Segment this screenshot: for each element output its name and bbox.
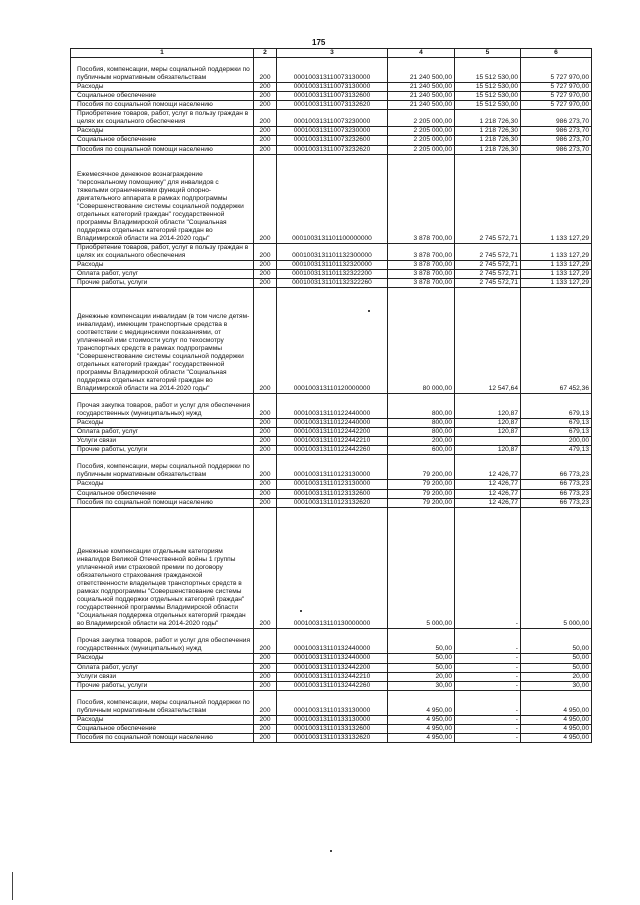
row-name: Пособия по социальной помощи населению	[71, 145, 254, 154]
row-code-2: 200	[254, 663, 277, 672]
row-name: Пособия по социальной помощи населению	[71, 498, 254, 507]
scan-mark	[300, 610, 302, 612]
row-budget-code: 000100313110123132600	[277, 489, 388, 498]
row-approved: 5 000,00	[388, 507, 455, 629]
table-row	[71, 672, 592, 681]
row-name: Социальное обеспечение	[71, 136, 254, 145]
row-code-2: 200	[254, 136, 277, 145]
row-code-2: 200	[254, 419, 277, 428]
row-budget-code: 000100313110123132620	[277, 498, 388, 507]
row-code-2: 200	[254, 154, 277, 244]
row-approved: 2 205 000,00	[388, 127, 455, 136]
row-code-2: 200	[254, 715, 277, 724]
row-code-2: 200	[254, 83, 277, 92]
row-remaining: 66 773,23	[521, 480, 592, 489]
row-approved: 2 205 000,00	[388, 110, 455, 127]
row-approved: 800,00	[388, 428, 455, 437]
scan-mark	[12, 872, 13, 900]
row-budget-code: 000100313110123130000	[277, 455, 388, 480]
row-budget-code: 0001003131101132320000	[277, 261, 388, 270]
row-code-2: 200	[254, 681, 277, 690]
row-code-2: 200	[254, 672, 277, 681]
row-code-2: 200	[254, 261, 277, 270]
row-budget-code: 000100313110132440000	[277, 629, 388, 654]
row-name: Расходы	[71, 654, 254, 663]
row-budget-code: 000100313110133132600	[277, 724, 388, 733]
row-remaining: 5 727 970,00	[521, 92, 592, 101]
row-approved: 50,00	[388, 663, 455, 672]
row-remaining: 4 950,00	[521, 690, 592, 715]
row-name: Социальное обеспечение	[71, 724, 254, 733]
row-approved: 79 200,00	[388, 455, 455, 480]
row-executed: 15 512 530,00	[455, 58, 521, 83]
table-row	[71, 724, 592, 733]
row-budget-code: 000100313110122440000	[277, 393, 388, 418]
table-row	[71, 101, 592, 110]
row-code-2: 200	[254, 498, 277, 507]
column-header: 5	[455, 49, 521, 58]
row-executed: 15 512 530,00	[455, 83, 521, 92]
row-approved: 21 240 500,00	[388, 92, 455, 101]
row-budget-code: 000100313110133130000	[277, 690, 388, 715]
table-header-row	[71, 49, 592, 58]
row-code-2: 200	[254, 393, 277, 418]
table-row	[71, 480, 592, 489]
row-approved: 3 878 700,00	[388, 244, 455, 261]
row-approved: 3 878 700,00	[388, 154, 455, 244]
row-name: Расходы	[71, 83, 254, 92]
table-row	[71, 58, 592, 83]
row-executed: 2 745 572,71	[455, 154, 521, 244]
row-executed: 120,87	[455, 428, 521, 437]
row-executed: 120,87	[455, 446, 521, 455]
row-executed: -	[455, 724, 521, 733]
row-executed: 12 426,77	[455, 455, 521, 480]
table-row	[71, 279, 592, 288]
row-name: Оплата работ, услуг	[71, 270, 254, 279]
row-budget-code: 000100313110073232600	[277, 136, 388, 145]
row-executed: -	[455, 690, 521, 715]
table-row	[71, 145, 592, 154]
row-name: Приобретение товаров, работ, услуг в пользу граждан в целях их социального обеспечения	[71, 244, 254, 261]
row-name: Социальное обеспечение	[71, 92, 254, 101]
row-approved: 21 240 500,00	[388, 101, 455, 110]
row-remaining: 1 133 127,29	[521, 270, 592, 279]
row-executed: -	[455, 663, 521, 672]
row-remaining: 679,13	[521, 428, 592, 437]
row-budget-code: 000100313110123130000	[277, 480, 388, 489]
row-approved: 21 240 500,00	[388, 58, 455, 83]
row-executed: -	[455, 507, 521, 629]
row-budget-code: 0001003131101100000000	[277, 154, 388, 244]
table-row	[71, 428, 592, 437]
row-budget-code: 000100313110122442210	[277, 437, 388, 446]
row-executed: 120,87	[455, 419, 521, 428]
row-executed: -	[455, 681, 521, 690]
row-executed: 12 426,77	[455, 498, 521, 507]
row-executed: 2 745 572,71	[455, 279, 521, 288]
table-row	[71, 437, 592, 446]
row-executed: 2 745 572,71	[455, 261, 521, 270]
row-budget-code: 0001003131101132322200	[277, 270, 388, 279]
row-remaining: 1 133 127,29	[521, 154, 592, 244]
row-executed: -	[455, 733, 521, 742]
row-budget-code: 000100313110122442200	[277, 428, 388, 437]
row-name: Пособия по социальной помощи населению	[71, 101, 254, 110]
row-remaining: 5 727 970,00	[521, 101, 592, 110]
row-executed: 1 218 726,30	[455, 127, 521, 136]
row-remaining: 5 727 970,00	[521, 58, 592, 83]
row-code-2: 200	[254, 724, 277, 733]
row-remaining: 66 773,23	[521, 498, 592, 507]
row-approved: 3 878 700,00	[388, 279, 455, 288]
row-executed: 2 745 572,71	[455, 244, 521, 261]
table-row	[71, 244, 592, 261]
row-name: Прочая закупка товаров, работ и услуг для обеспечения государственных (муниципальных) нужд	[71, 629, 254, 654]
page-number: 175	[312, 38, 326, 47]
table-row	[71, 663, 592, 672]
row-budget-code: 000100313110133132620	[277, 733, 388, 742]
row-code-2: 200	[254, 437, 277, 446]
row-code-2: 200	[254, 244, 277, 261]
row-remaining: 66 773,23	[521, 489, 592, 498]
row-name: Расходы	[71, 715, 254, 724]
row-name: Приобретение товаров, работ, услуг в пользу граждан в целях их социального обеспечения	[71, 110, 254, 127]
row-remaining: 67 452,36	[521, 288, 592, 394]
table-row	[71, 127, 592, 136]
row-remaining: 4 950,00	[521, 715, 592, 724]
row-approved: 30,00	[388, 681, 455, 690]
row-code-2: 200	[254, 690, 277, 715]
row-name: Прочие работы, услуги	[71, 446, 254, 455]
table-body	[71, 49, 592, 743]
row-code-2: 200	[254, 92, 277, 101]
table-row	[71, 110, 592, 127]
row-code-2: 200	[254, 428, 277, 437]
row-code-2: 200	[254, 733, 277, 742]
table-row	[71, 261, 592, 270]
row-code-2: 200	[254, 110, 277, 127]
row-code-2: 200	[254, 58, 277, 83]
table-row	[71, 288, 592, 394]
table-row	[71, 489, 592, 498]
row-code-2: 200	[254, 489, 277, 498]
row-remaining: 679,13	[521, 393, 592, 418]
row-name: Социальное обеспечение	[71, 489, 254, 498]
row-remaining: 986 273,70	[521, 145, 592, 154]
row-approved: 50,00	[388, 654, 455, 663]
row-approved: 800,00	[388, 393, 455, 418]
table-row	[71, 507, 592, 629]
row-code-2: 200	[254, 270, 277, 279]
row-approved: 4 950,00	[388, 733, 455, 742]
row-name: Расходы	[71, 480, 254, 489]
row-remaining: 4 950,00	[521, 733, 592, 742]
table-row	[71, 270, 592, 279]
row-budget-code: 000100313110073132620	[277, 101, 388, 110]
row-remaining: 50,00	[521, 629, 592, 654]
row-name: Расходы	[71, 127, 254, 136]
row-remaining: 200,00	[521, 437, 592, 446]
table-row	[71, 446, 592, 455]
column-header: 1	[71, 49, 254, 58]
row-budget-code: 000100313110130000000	[277, 507, 388, 629]
row-approved: 79 200,00	[388, 480, 455, 489]
row-budget-code: 000100313110132442260	[277, 681, 388, 690]
row-code-2: 200	[254, 654, 277, 663]
row-executed	[455, 437, 521, 446]
row-remaining: 986 273,70	[521, 127, 592, 136]
row-budget-code: 000100313110120000000	[277, 288, 388, 394]
column-header: 3	[277, 49, 388, 58]
row-approved: 3 878 700,00	[388, 261, 455, 270]
row-budget-code: 0001003131101132300000	[277, 244, 388, 261]
row-budget-code: 000100313110073130000	[277, 58, 388, 83]
row-executed: 2 745 572,71	[455, 270, 521, 279]
row-approved: 80 000,00	[388, 288, 455, 394]
row-approved: 600,00	[388, 446, 455, 455]
table-row	[71, 136, 592, 145]
row-approved: 21 240 500,00	[388, 83, 455, 92]
row-code-2: 200	[254, 288, 277, 394]
row-code-2: 200	[254, 279, 277, 288]
row-remaining: 50,00	[521, 654, 592, 663]
row-name: Пособия, компенсации, меры социальной поддержки по публичным нормативным обязательствам	[71, 58, 254, 83]
table-row	[71, 654, 592, 663]
table-row	[71, 92, 592, 101]
row-budget-code: 000100313110073232620	[277, 145, 388, 154]
row-name: Пособия, компенсации, меры социальной поддержки по публичным нормативным обязательствам	[71, 690, 254, 715]
budget-table	[70, 48, 592, 743]
row-code-2: 200	[254, 455, 277, 480]
column-header: 2	[254, 49, 277, 58]
row-remaining: 1 133 127,29	[521, 244, 592, 261]
row-executed: -	[455, 672, 521, 681]
row-budget-code: 000100313110132442200	[277, 663, 388, 672]
row-code-2: 200	[254, 145, 277, 154]
row-approved: 20,00	[388, 672, 455, 681]
row-executed: 12 426,77	[455, 480, 521, 489]
row-code-2: 200	[254, 101, 277, 110]
row-remaining: 50,00	[521, 663, 592, 672]
table-row	[71, 393, 592, 418]
row-approved: 79 200,00	[388, 498, 455, 507]
row-remaining: 4 950,00	[521, 724, 592, 733]
table-row	[71, 681, 592, 690]
row-approved: 50,00	[388, 629, 455, 654]
row-remaining: 20,00	[521, 672, 592, 681]
row-approved: 79 200,00	[388, 489, 455, 498]
row-name: Пособия по социальной помощи населению	[71, 733, 254, 742]
row-budget-code: 000100313110132440000	[277, 654, 388, 663]
scan-mark	[330, 850, 332, 852]
row-budget-code: 000100313110073230000	[277, 110, 388, 127]
row-code-2: 200	[254, 629, 277, 654]
row-approved: 2 205 000,00	[388, 136, 455, 145]
row-code-2: 200	[254, 480, 277, 489]
row-code-2: 200	[254, 507, 277, 629]
row-remaining: 986 273,70	[521, 110, 592, 127]
row-name: Пособия, компенсации, меры социальной поддержки по публичным нормативным обязательствам	[71, 455, 254, 480]
column-header: 6	[521, 49, 592, 58]
row-executed: 1 218 726,30	[455, 136, 521, 145]
row-remaining: 5 727 970,00	[521, 83, 592, 92]
row-budget-code: 000100313110073130000	[277, 83, 388, 92]
row-name: Оплата работ, услуг	[71, 428, 254, 437]
row-budget-code: 000100313110073230000	[277, 127, 388, 136]
row-name: Прочие работы, услуги	[71, 279, 254, 288]
row-executed: 120,87	[455, 393, 521, 418]
row-name: Прочая закупка товаров, работ и услуг для обеспечения государственных (муниципальных) нужд	[71, 393, 254, 418]
table-row	[71, 419, 592, 428]
row-approved: 4 950,00	[388, 724, 455, 733]
row-remaining: 30,00	[521, 681, 592, 690]
row-budget-code: 000100313110133130000	[277, 715, 388, 724]
row-executed: 12 426,77	[455, 489, 521, 498]
row-executed: 15 512 530,00	[455, 101, 521, 110]
row-remaining: 66 773,23	[521, 455, 592, 480]
row-name: Прочие работы, услуги	[71, 681, 254, 690]
row-budget-code: 000100313110132442210	[277, 672, 388, 681]
row-executed: 1 218 726,30	[455, 110, 521, 127]
row-executed: -	[455, 629, 521, 654]
row-remaining: 1 133 127,29	[521, 279, 592, 288]
row-budget-code: 0001003131101132322260	[277, 279, 388, 288]
row-remaining: 479,13	[521, 446, 592, 455]
row-approved: 200,00	[388, 437, 455, 446]
row-approved: 4 950,00	[388, 690, 455, 715]
row-executed: 15 512 530,00	[455, 92, 521, 101]
row-remaining: 986 273,70	[521, 136, 592, 145]
row-code-2: 200	[254, 446, 277, 455]
row-executed: -	[455, 715, 521, 724]
row-code-2: 200	[254, 127, 277, 136]
row-remaining: 679,13	[521, 419, 592, 428]
table-row	[71, 154, 592, 244]
scan-mark	[368, 310, 370, 312]
row-approved: 4 950,00	[388, 715, 455, 724]
row-name: Денежные компенсации инвалидам (в том числе детям-инвалидам), имеющим транспортные средства в соответствии с медицинскими показаниями, от уплаченной ими стоимости услуг по техосмотру транспортных средств в рамках подпрограммы "Совершенствование системы социальной поддержки отдельных категорий граждан" государственной программы Владимирской области "Социальная поддержка отдельных категорий граждан во Владимирской области на 2014-2020 годы"	[71, 288, 254, 394]
row-name: Услуги связи	[71, 437, 254, 446]
table-row	[71, 83, 592, 92]
row-executed: 1 218 726,30	[455, 145, 521, 154]
row-approved: 2 205 000,00	[388, 145, 455, 154]
row-name: Ежемесячное денежное вознаграждение "персональному помощнику" для инвалидов с тяжелыми ограничениями функций опорно-двигательного аппарата в рамках подпрограммы "Совершенствование системы социальной поддержки отдельных категорий граждан" государственной программы Владимирской области "Социальная поддержка отдельных категорий граждан во Владимирской области на 2014-2020 годы"	[71, 154, 254, 244]
table-row	[71, 629, 592, 654]
row-remaining: 5 000,00	[521, 507, 592, 629]
table-row	[71, 690, 592, 715]
row-budget-code: 000100313110122440000	[277, 419, 388, 428]
table-row	[71, 733, 592, 742]
row-name: Расходы	[71, 261, 254, 270]
table-row	[71, 498, 592, 507]
row-budget-code: 000100313110073132600	[277, 92, 388, 101]
row-name: Оплата работ, услуг	[71, 663, 254, 672]
table-row	[71, 715, 592, 724]
row-approved: 800,00	[388, 419, 455, 428]
row-name: Услуги связи	[71, 672, 254, 681]
column-header: 4	[388, 49, 455, 58]
row-approved: 3 878 700,00	[388, 270, 455, 279]
table-row	[71, 455, 592, 480]
row-executed: 12 547,64	[455, 288, 521, 394]
row-name: Расходы	[71, 419, 254, 428]
row-executed: -	[455, 654, 521, 663]
row-budget-code: 000100313110122442260	[277, 446, 388, 455]
row-name: Денежные компенсации отдельным категориям инвалидов Великой Отечественной войны 1 группы уплаченной ими страховой премии по договору обязательного страхования гражданской ответственности владельцев транспортных средств в рамках подпрограммы "Совершенствование системы социальной поддержки отдельных категорий граждан" государственной программы Владимирской области "Социальная поддержка отдельных категорий граждан во Владимирской области на 2014-2020 годы"	[71, 507, 254, 629]
row-remaining: 1 133 127,29	[521, 261, 592, 270]
